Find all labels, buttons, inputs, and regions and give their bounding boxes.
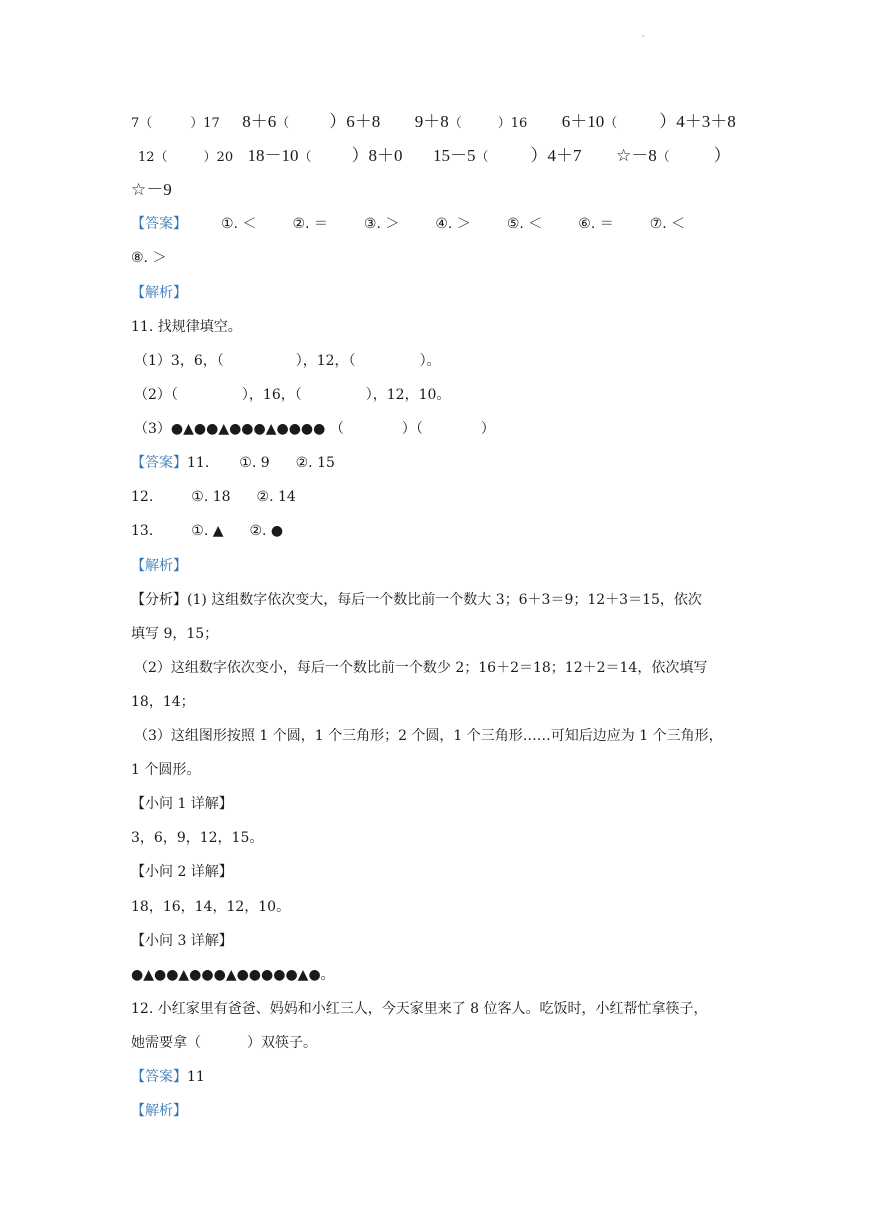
answer-item: ⑤. ＜ [506,216,543,232]
row2-c-expr: 15－5 [433,146,476,165]
q11-p2-text-c: ），12，10。 [365,387,451,403]
row1-d-expr: 6＋10 [561,112,605,131]
answer-item: ③. ＞ [363,216,400,232]
analysis-line: 【分析】(1) 这组数字依次变大，每后一个数比前一个数大 3；6＋3＝9；12＋3＝15，依次 [131,592,702,608]
answer-label: 【答案】 [131,216,187,232]
analysis-line: 1 个圆形。 [131,762,201,778]
header-dot: · [642,32,645,41]
row2-b-open: （ [298,150,312,165]
row1-b-expr: 8＋6 [242,112,277,131]
analysis-line: 填写 9，15； [131,626,219,642]
question-12-line-2 [131,1033,317,1053]
row1-d-right: ）4＋3＋8 [659,112,736,131]
row1-c-open: （ [448,116,462,131]
answer-11-line-3 [131,521,283,541]
row1-a-left: 7（ [131,116,153,131]
comparison-row-2 [138,146,731,168]
q11-p3-text-b: ）（ [401,421,423,437]
answer-item: ①. 18 [191,489,231,505]
question-11-part-2 [134,385,450,405]
q12-text-a: 她需要拿（ [131,1035,201,1051]
row2-a-right: ）20 [203,150,234,165]
comparison-row-3: ☆－9 [131,180,172,199]
row2-b-expr: 18－10 [247,146,299,165]
analysis-label: 【解析】 [131,1103,187,1119]
comparison-row-1 [131,112,736,134]
answer-item: ①. ▲ [191,523,224,539]
sub-question-3-title: 【小问 3 详解】 [131,933,233,949]
answer-item: ②. ＝ [292,216,328,232]
row1-b-open: （ [276,116,290,131]
row2-d-right: ） [713,146,731,165]
answer-10-line [131,214,685,234]
answer-item: ②. ● [249,523,284,539]
q11-p1-text-c: ）。 [419,353,441,369]
sub-question-3-body: ●▲●●▲●●●▲●●●●●▲●。 [131,967,335,983]
answer-13-num: 13. [131,523,154,539]
row1-d-open: （ [604,116,618,131]
q11-p2-text-b: ），16，（ [241,387,302,403]
analysis-label: 【解析】 [131,285,187,301]
analysis-line: （3）这组图形按照 1 个圆，1 个三角形；2 个圆，1 个三角形……可知后边应为 1 个三角形， [134,728,723,744]
answer-item: ⑥. ＝ [578,216,614,232]
row2-c-right: ）4＋7 [530,146,582,165]
answer-item: ①. ＜ [221,216,257,232]
analysis-line: （2）这组数字依次变小，每后一个数比前一个数少 2；16＋2＝18；12＋2＝14，依次填写 [134,660,708,676]
question-11-title: 11. 找规律填空。 [131,319,242,335]
question-11-part-1 [134,351,441,371]
q11-p1-text-a: （1）3，6，（ [134,353,224,369]
row2-c-open: （ [475,150,489,165]
answer-item: ④. ＞ [435,216,471,232]
sub-question-2-title: 【小问 2 详解】 [131,864,233,880]
answer-item: ⑦. ＜ [649,216,686,232]
q11-p1-text-b: ），12，（ [295,353,356,369]
row1-c-right: ）16 [497,116,528,131]
row1-a-right: ）17 [190,116,220,131]
answer-item: ②. 15 [295,455,335,471]
q12-text-b: ）双筷子。 [247,1035,317,1051]
analysis-label: 【解析】 [131,558,187,574]
answer-item: ②. 14 [256,489,296,505]
answer-label: 【答案】 [131,455,187,471]
row1-b-right: ）6＋8 [329,112,381,131]
answer-11-line-2 [131,487,296,507]
answer-12-line [131,1067,205,1087]
q11-p3-text-c: ） [480,421,495,437]
answer-item: ①. 9 [239,455,270,471]
row2-b-right: ）8＋0 [351,146,403,165]
answer-11-num: 11. [187,455,210,471]
sub-question-1-title: 【小问 1 详解】 [131,796,233,812]
sub-question-1-body: 3，6，9，12，15。 [131,830,264,846]
question-12-line-1: 12. 小红家里有爸爸、妈妈和小红三人，今天家里来了 8 位客人。吃饭时，小红帮忙拿筷子， [131,1001,708,1017]
answer-12-value: 11 [187,1069,205,1085]
row2-a-left: 12（ [138,150,168,165]
row2-d-open: （ [656,150,670,165]
answer-label: 【答案】 [131,1069,187,1085]
q11-p3-text-a: （3）●▲●●▲●●●▲●●●● （ [134,421,344,437]
row1-c-expr: 9＋8 [414,112,449,131]
sub-question-2-body: 18，16，14，12，10。 [131,899,291,915]
answer-10-item-8: ⑧. ＞ [131,250,167,266]
question-11-part-3 [134,419,495,439]
q11-p2-text-a: （2）（ [134,387,178,403]
analysis-line: 18，14； [131,694,195,710]
row2-d-expr: ☆－8 [615,146,657,165]
answer-11-line-1 [131,453,335,473]
answer-12-num: 12. [131,489,154,505]
